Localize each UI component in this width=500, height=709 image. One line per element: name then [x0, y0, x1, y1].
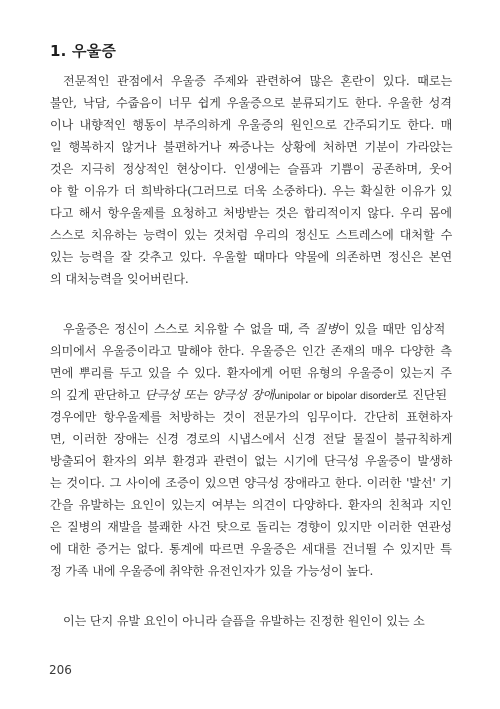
paragraph-2-line-12: 정 가족 내에 우울증에 취약한 유전인자가 있을 가능성이 높다.: [50, 564, 374, 578]
paragraph-1-line-6: 야 할 이유가 더 희박하다(그러므로 더욱 소중하다). 우는 확실한 이유가 있: [50, 184, 453, 198]
paragraph-1-line-5: 것은 지극히 정상적인 현상이다. 인생에는 슬픔과 기쁨이 공존하며, 웃어: [50, 162, 453, 176]
paragraph-3-line-1: 이는 단지 유발 요인이 아니라 슬픔을 유발하는 진정한 원인이 있는 소: [63, 614, 425, 628]
paragraph-1-line-4: 일 행복하지 않거나 불편하거나 짜증나는 상황에 처하면 기분이 가라앉는: [50, 140, 453, 154]
paragraph-1-line-3: 이나 내향적인 행동이 부주의하게 우울증의 원인으로 간주되기도 한다. 매: [50, 118, 453, 132]
emphasis-illness: 질병: [314, 322, 338, 336]
paragraph-2-line-2: 의미에서 우울증이라고 말해야 한다. 우울증은 인간 존재의 매우 다양한 측: [50, 344, 452, 358]
paragraph-2-line-4-pre: 의 깊게 판단하고: [50, 388, 145, 402]
paragraph-1-line-2: 불안, 낙담, 수줍음이 너무 쉽게 우울증으로 분류되기도 한다. 우울한 성격: [50, 96, 452, 110]
paragraph-2-line-1: [63, 322, 445, 337]
paragraph-2-line-1-post: 이 있을 때만 임상적: [337, 322, 446, 336]
paragraph-2-line-4: [50, 388, 447, 403]
paragraph-2-line-9: 간을 유발하는 요인이 있는지 여부는 의견이 다양하다. 환자의 친척과 지인: [50, 498, 452, 512]
paragraph-2-line-3: 면에 뿌리를 두고 있을 수 있다. 환자에게 어떤 유형의 우울증이 있는지 주: [50, 366, 452, 380]
paragraph-2-line-8: 는 것이다. 그 사이에 조증이 있으면 양극성 장애라고 한다. 이러한 '발선' 기: [50, 476, 453, 490]
emphasis-disorder-english: unipolar or bipolar disorder: [274, 391, 397, 402]
paragraph-1-line-8: 스스로 치유하는 능력이 있는 것처럼 우리의 정신도 스트레스에 대처할 수: [50, 228, 453, 242]
paragraph-1-line-9: 있는 능력을 잘 갖추고 있다. 우울할 때마다 약물에 의존하면 정신은 본연: [50, 250, 453, 264]
paragraph-2-line-1-pre: 우울증은 정신이 스스로 치유할 수 없을 때, 즉: [63, 322, 315, 336]
emphasis-disorder: 단극성 또는 양극성 장애: [144, 388, 275, 402]
paragraph-1-line-10: 의 대처능력을 잊어버린다.: [50, 272, 189, 286]
paragraph-2-line-10: 은 질병의 재발을 불쾌한 사건 탓으로 돌리는 경향이 있지만 이러한 연관성: [50, 520, 452, 534]
paragraph-1-line-7: 다고 해서 항우울제를 요청하고 처방받는 것은 합리적이지 않다. 우리 몸에: [50, 206, 452, 220]
paragraph-2-line-4-post: 로 진단된: [396, 388, 447, 402]
page-number: 206: [49, 663, 72, 677]
paragraph-2-line-11: 에 대한 증거는 없다. 통계에 따르면 우울증은 세대를 건너뛸 수 있지만 특: [50, 542, 452, 556]
paragraph-2-line-6: 면, 이러한 장애는 신경 경로의 시냅스에서 신경 전달 물질이 불규칙하게: [50, 432, 453, 446]
paragraph-2-line-5: 경우에만 항우울제를 처방하는 것이 전문가의 임무이다. 간단히 표현하자: [50, 410, 453, 424]
paragraph-1-line-1: 전문적인 관점에서 우울증 주제와 관련하여 많은 혼란이 있다. 때로는: [63, 74, 453, 88]
paragraph-2-line-7: 방출되어 환자의 외부 환경과 관련이 없는 시기에 단극성 우울증이 발생하: [50, 454, 453, 468]
section-heading: 1. 우울증: [50, 42, 117, 60]
